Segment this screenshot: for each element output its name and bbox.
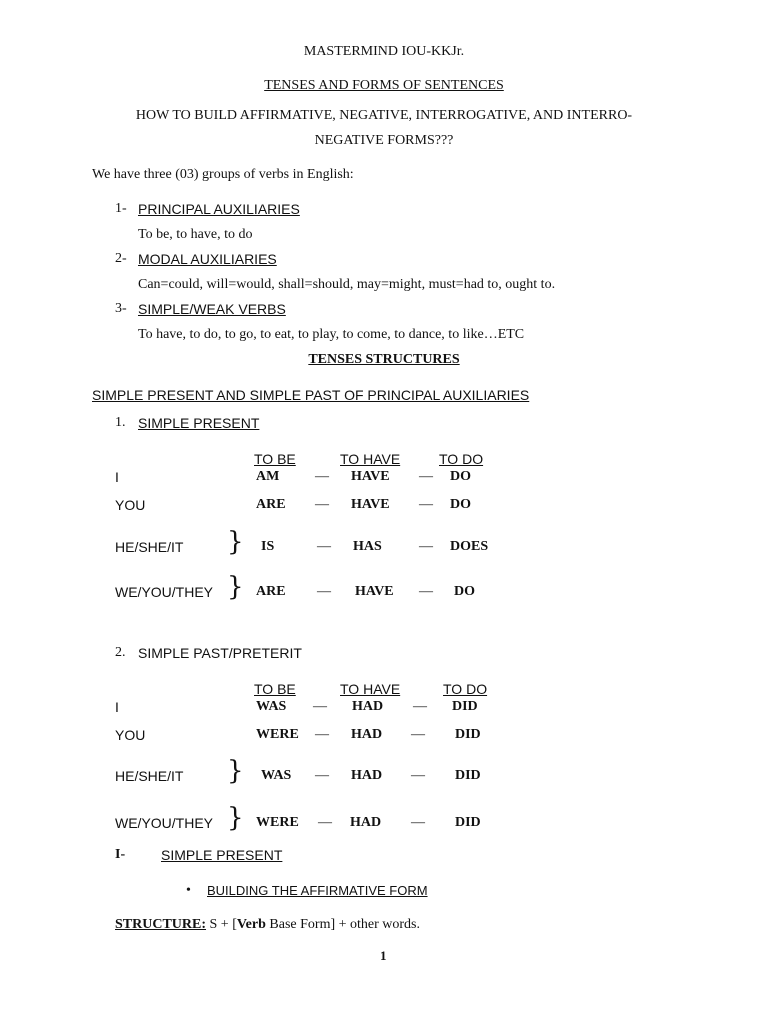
- present-do-you: DO: [450, 497, 471, 512]
- subtitle-line-2: NEGATIVE FORMS???: [314, 133, 454, 148]
- past-be-we: WERE: [256, 815, 299, 830]
- part-one-label: SIMPLE PRESENT: [161, 847, 283, 863]
- present-label: SIMPLE PRESENT: [138, 415, 260, 431]
- past-be-he: WAS: [261, 768, 292, 783]
- dash: —: [317, 539, 331, 554]
- group-3-number: 3-: [115, 301, 127, 316]
- past-do-i: DID: [452, 699, 478, 714]
- past-pronoun-i: I: [115, 699, 119, 715]
- brace-icon: }: [227, 572, 244, 602]
- present-pronoun-he: HE/SHE/IT: [115, 539, 184, 555]
- part-one-number: I-: [115, 847, 126, 862]
- past-be-you: WERE: [256, 727, 299, 742]
- dash: —: [419, 497, 433, 512]
- present-do-we: DO: [454, 584, 475, 599]
- present-be-you: ARE: [256, 497, 286, 512]
- present-header-be: TO BE: [254, 451, 296, 467]
- brace-icon: }: [227, 803, 244, 833]
- past-label: SIMPLE PAST/PRETERIT: [138, 645, 302, 661]
- dash: —: [317, 584, 331, 599]
- past-pronoun-he: HE/SHE/IT: [115, 768, 184, 784]
- group-3-desc: To have, to do, to go, to eat, to play, to come, to dance, to like…ETC: [138, 327, 525, 342]
- present-pronoun-we: WE/YOU/THEY: [115, 584, 214, 600]
- dash: —: [411, 768, 425, 783]
- group-1-title: PRINCIPAL AUXILIARIES: [138, 201, 300, 217]
- dash: —: [411, 727, 425, 742]
- group-3-title: SIMPLE/WEAK VERBS: [138, 301, 286, 317]
- bullet-text: BUILDING THE AFFIRMATIVE FORM: [207, 883, 428, 898]
- structure-part-2: Base Form] + other words.: [265, 917, 421, 932]
- dash: —: [413, 699, 427, 714]
- group-1-number: 1-: [115, 201, 127, 216]
- group-2-number: 2-: [115, 251, 127, 266]
- dash: —: [313, 699, 327, 714]
- present-number: 1.: [115, 415, 126, 430]
- dash: —: [318, 815, 332, 830]
- present-pronoun-you: YOU: [115, 497, 146, 513]
- past-have-you: HAD: [351, 727, 383, 742]
- group-2-title: MODAL AUXILIARIES: [138, 251, 277, 267]
- present-have-i: HAVE: [351, 469, 390, 484]
- document-title: TENSES AND FORMS OF SENTENCES: [264, 78, 504, 93]
- past-be-i: WAS: [256, 699, 287, 714]
- present-have-he: HAS: [353, 539, 382, 554]
- group-1-desc: To be, to have, to do: [138, 227, 253, 242]
- structure-verb: Verb: [236, 917, 266, 932]
- present-have-we: HAVE: [355, 584, 394, 599]
- dash: —: [419, 539, 433, 554]
- past-header-do: TO DO: [443, 681, 488, 697]
- dash: —: [315, 497, 329, 512]
- bullet-icon: •: [186, 883, 191, 898]
- present-do-i: DO: [450, 469, 471, 484]
- dash: —: [419, 584, 433, 599]
- structure-line: [115, 917, 420, 933]
- dash: —: [315, 768, 329, 783]
- past-do-you: DID: [455, 727, 481, 742]
- subtitle-line-1: HOW TO BUILD AFFIRMATIVE, NEGATIVE, INTERROGATIVE, AND INTERRO-: [135, 108, 633, 123]
- present-pronoun-i: I: [115, 469, 119, 485]
- past-header-be: TO BE: [254, 681, 296, 697]
- past-pronoun-you: YOU: [115, 727, 146, 743]
- past-pronoun-we: WE/YOU/THEY: [115, 815, 214, 831]
- past-have-he: HAD: [351, 768, 383, 783]
- past-header-have: TO HAVE: [340, 681, 401, 697]
- past-number: 2.: [115, 645, 126, 660]
- section-title: TENSES STRUCTURES: [308, 352, 460, 367]
- subsection-title: SIMPLE PRESENT AND SIMPLE PAST OF PRINCIPAL AUXILIARIES: [92, 387, 530, 403]
- structure-part-1: S + [: [206, 917, 237, 932]
- present-do-he: DOES: [450, 539, 489, 554]
- brace-icon: }: [227, 527, 244, 557]
- group-2-desc: Can=could, will=would, shall=should, may=might, must=had to, ought to.: [138, 277, 556, 292]
- present-be-we: ARE: [256, 584, 286, 599]
- present-be-i: AM: [256, 469, 280, 484]
- dash: —: [315, 727, 329, 742]
- brace-icon: }: [227, 756, 244, 786]
- past-do-he: DID: [455, 768, 481, 783]
- dash: —: [419, 469, 433, 484]
- page-number: 1: [380, 948, 387, 963]
- past-have-we: HAD: [350, 815, 382, 830]
- present-have-you: HAVE: [351, 497, 390, 512]
- past-do-we: DID: [455, 815, 481, 830]
- dash: —: [411, 815, 425, 830]
- intro-text: We have three (03) groups of verbs in English:: [92, 167, 354, 182]
- present-be-he: IS: [261, 539, 275, 554]
- dash: —: [315, 469, 329, 484]
- present-header-have: TO HAVE: [340, 451, 401, 467]
- structure-label: STRUCTURE:: [115, 917, 207, 932]
- document-header: MASTERMIND IOU-KKJr.: [303, 44, 465, 59]
- present-header-do: TO DO: [439, 451, 484, 467]
- past-have-i: HAD: [352, 699, 384, 714]
